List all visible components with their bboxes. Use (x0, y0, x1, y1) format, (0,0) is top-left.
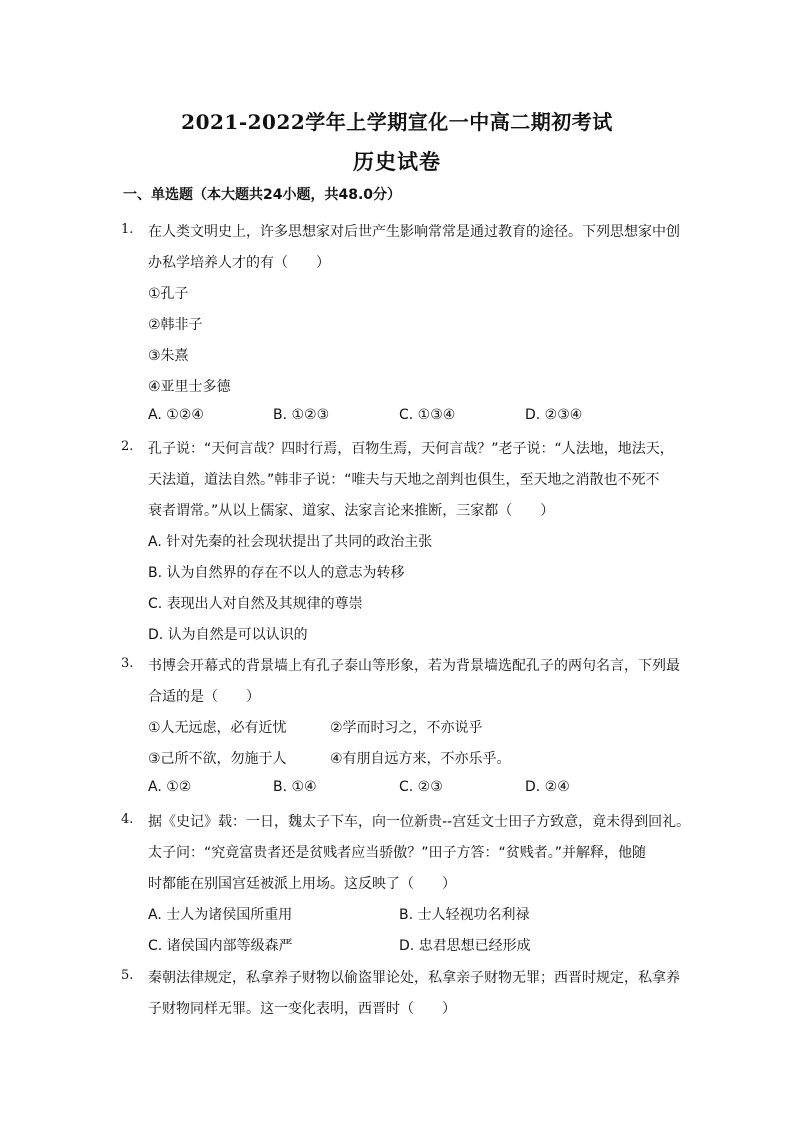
option-c: C. ①③④ (399, 407, 456, 423)
question-stem-line: 太子问：“究竟富贵者还是贫贱者应当骄傲？”田子方答：“贫贱者。”并解释，他随 (148, 845, 647, 861)
option-a: A. ①② (148, 779, 192, 795)
option-d: D. 认为自然是可以认识的 (148, 627, 308, 643)
option-a: A. ①②④ (148, 407, 204, 423)
option-b: B. 认为自然界的存在不以人的意志为转移 (148, 565, 405, 581)
question-number: 3. (121, 656, 134, 671)
question-item: ②学而时习之，不亦说乎 (330, 720, 483, 736)
section-heading: 一、单选题（本大题共24小题，共48.0分） (123, 187, 402, 203)
question-number: 5. (121, 968, 134, 983)
question-stem-line: 时都能在别国宫廷被派上用场。这反映了（ ） (148, 876, 456, 892)
question-stem-line: 孔子说：“天何言哉？四时行焉，百物生焉，天何言哉？”老子说：“人法地，地法天， (148, 441, 674, 457)
option-b: B. ①④ (273, 779, 317, 795)
question-stem-line: 据《史记》载：一日，魏太子下车，向一位新贵--宫廷文士田子方致意，竟未得到回礼。 (148, 814, 691, 830)
question-item: ③己所不欲，勿施于人 (148, 751, 287, 767)
option-a: A. 针对先秦的社会现状提出了共同的政治主张 (148, 534, 433, 550)
option-d: D. ②④ (525, 779, 570, 795)
exam-subtitle: 历史试卷 (353, 149, 441, 174)
question-item: ④亚里士多德 (148, 379, 231, 395)
question-stem-line: 秦朝法律规定，私拿养子财物以偷盗罪论处，私拿亲子财物无罪；西晋时规定，私拿养 (148, 970, 680, 986)
exam-title: 2021-2022学年上学期宣化一中高二期初考试 (181, 110, 613, 134)
option-d: D. ②③④ (525, 407, 583, 423)
question-number: 1. (121, 222, 134, 237)
option-c: C. 表现出人对自然及其规律的尊崇 (148, 596, 363, 612)
question-stem-line: 办私学培养人才的有（ ） (148, 255, 330, 271)
question-number: 2. (121, 439, 134, 454)
question-stem-line: 在人类文明史上，许多思想家对后世产生影响常常是通过教育的途径。下列思想家中创 (148, 224, 680, 240)
question-number: 4. (121, 812, 134, 827)
question-item: ①孔子 (148, 286, 189, 302)
option-c: C. 诸侯国内部等级森严 (148, 938, 293, 954)
option-c: C. ②③ (399, 779, 443, 795)
question-stem-line: 天法道，道法自然。”韩非子说：“唯夫与天地之剖判也俱生，至天地之消散也不死不 (148, 472, 660, 488)
question-item: ③朱熹 (148, 348, 189, 364)
question-stem-line: 衰者谓常。”从以上儒家、道家、法家言论来推断，三家都（ ） (148, 503, 555, 519)
question-stem-line: 合适的是（ ） (148, 689, 260, 705)
option-a: A. 士人为诸侯国所重用 (148, 907, 293, 923)
question-stem-line: 子财物同样无罪。这一变化表明，西晋时（ ） (148, 1001, 456, 1017)
question-item: ②韩非子 (148, 317, 203, 333)
option-b: B. ①②③ (273, 407, 330, 423)
option-b: B. 士人轻视功名利禄 (399, 907, 530, 923)
option-d: D. 忠君思想已经形成 (399, 938, 531, 954)
question-item: ④有朋自远方来，不亦乐乎。 (330, 751, 511, 767)
question-stem-line: 书博会开幕式的背景墙上有孔子泰山等形象，若为背景墙选配孔子的两句名言，下列最 (148, 658, 680, 674)
question-item: ①人无远虑，必有近忧 (148, 720, 287, 736)
